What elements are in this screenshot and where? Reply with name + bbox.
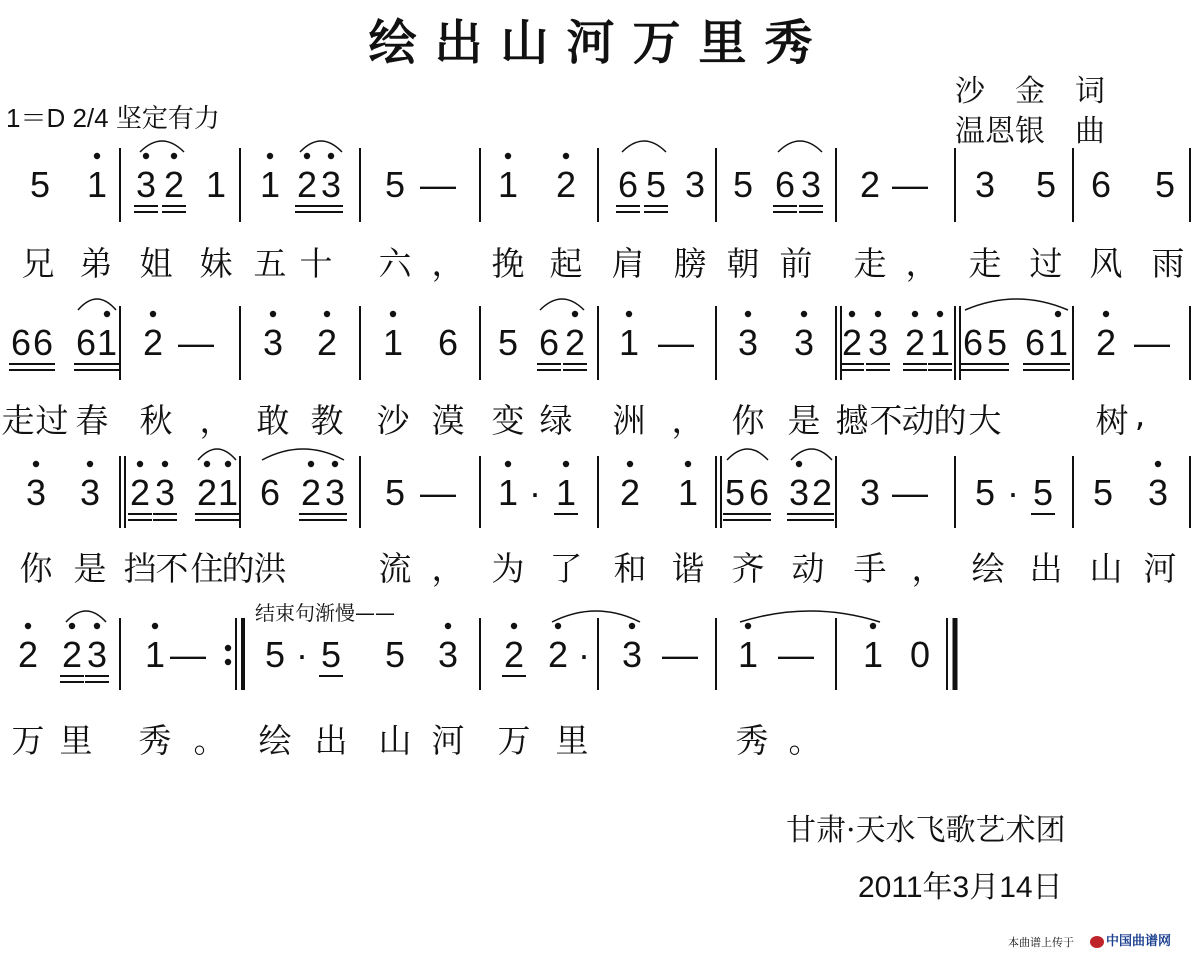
lyric-char: 撼 (835, 401, 869, 440)
octave-dot (912, 311, 918, 317)
octave-dot (25, 623, 31, 629)
note: 2 (300, 472, 322, 513)
lyric-char: 六 (378, 244, 412, 283)
note: 5 (1092, 472, 1114, 513)
lyric-char: 河 (431, 721, 465, 760)
note: 6 (32, 322, 54, 363)
note: — (892, 472, 928, 513)
tie-arc (740, 611, 880, 622)
lyric-char: 风 (1089, 244, 1123, 283)
note: 2 (564, 322, 586, 363)
lyric-char: 手 (853, 549, 887, 588)
note: 2 (163, 164, 185, 205)
note: 2 (129, 472, 151, 513)
lyric-char: 里 (59, 721, 93, 760)
octave-dot (745, 623, 751, 629)
note: 2 (17, 634, 39, 675)
lyric-char: 的 (933, 401, 967, 440)
octave-dot (511, 623, 517, 629)
tie-arc (300, 141, 342, 152)
note: 5 (1032, 472, 1054, 513)
note: 3 (79, 472, 101, 513)
note: 1 (677, 472, 699, 513)
note: 6 (1090, 164, 1112, 205)
note: 3 (25, 472, 47, 513)
note: 2 (811, 472, 833, 513)
note: 6 (10, 322, 32, 363)
lyric-char: 十 (299, 244, 333, 283)
note: 5 (732, 164, 754, 205)
tie-arc (78, 299, 116, 310)
octave-dot (1103, 311, 1109, 317)
note: 5 (497, 322, 519, 363)
lyric-char: 是 (787, 401, 821, 440)
lyric-char: 不 (869, 401, 903, 440)
octave-dot (137, 461, 143, 467)
lyric-char: 沙 (376, 401, 410, 440)
note: 1 (144, 634, 166, 675)
octave-dot (171, 153, 177, 159)
lyric-char: 肩 (611, 244, 645, 283)
note: 5 (29, 164, 51, 205)
note: 5 (986, 322, 1008, 363)
lyric-char: 出 (1029, 549, 1063, 588)
note: 3 (788, 472, 810, 513)
note: 2 (859, 164, 881, 205)
note: 2 (316, 322, 338, 363)
octave-dot (572, 311, 578, 317)
tie-arc (140, 141, 184, 152)
lyric-char: 和 (613, 549, 647, 588)
note: 1 (86, 164, 108, 205)
lyric-char: 雨 (1151, 244, 1185, 283)
note: 5 (384, 472, 406, 513)
lyric-char: 住 (190, 549, 224, 588)
lyric-char: , (1134, 395, 1146, 434)
note: 2 (296, 164, 318, 205)
note: 6 (437, 322, 459, 363)
lyric-char: 万 (497, 721, 531, 760)
note: 3 (320, 164, 342, 205)
lyric-char: 起 (549, 244, 583, 283)
lyric-char: 绿 (539, 401, 573, 440)
note: 5 (974, 472, 996, 513)
repeat-dot (225, 659, 231, 665)
octave-dot (555, 623, 561, 629)
lyric-char: 变 (491, 401, 525, 440)
lyric-char: 山 (378, 721, 412, 760)
note: 2 (61, 634, 83, 675)
lyric-char: 弟 (79, 244, 113, 283)
tie-arc (727, 449, 768, 460)
octave-dot (505, 153, 511, 159)
lyric-char: 动 (901, 401, 935, 440)
octave-dot (270, 311, 276, 317)
note: 6 (748, 472, 770, 513)
note: — (892, 164, 928, 205)
lyric-char: 你 (19, 549, 53, 588)
lyric-char: 秋 (139, 401, 173, 440)
octave-dot (849, 311, 855, 317)
lyric-char: 春 (75, 401, 109, 440)
octave-dot (870, 623, 876, 629)
lyric-char: 里 (555, 721, 589, 760)
note: 1 (217, 472, 239, 513)
composer-credit: 温恩银 曲 (955, 114, 1105, 149)
octave-dot (143, 153, 149, 159)
octave-dot (204, 461, 210, 467)
lyric-char: 大 (968, 401, 1002, 440)
octave-dot (332, 461, 338, 467)
tie-arc (552, 611, 640, 622)
lyric-char: 万 (11, 721, 45, 760)
note: 5 (724, 472, 746, 513)
note: 6 (538, 322, 560, 363)
note: · (578, 634, 590, 675)
note: 1 (862, 634, 884, 675)
note: 5 (384, 164, 406, 205)
note: 2 (547, 634, 569, 675)
lyric-char: 的 (221, 549, 255, 588)
lyric-char: ， (905, 244, 939, 283)
lyric-char: 河 (1143, 549, 1177, 588)
lyric-char: 绘 (258, 721, 292, 760)
octave-dot (152, 623, 158, 629)
octave-dot (225, 461, 231, 467)
lyric-char: 秀 (138, 721, 172, 760)
octave-dot (162, 461, 168, 467)
lyric-char: 漠 (431, 401, 465, 440)
note: 5 (645, 164, 667, 205)
lyric-char: ， (671, 401, 705, 440)
octave-dot (324, 311, 330, 317)
note: 3 (737, 322, 759, 363)
tie-arc (791, 449, 832, 460)
repeat-dot (225, 645, 231, 651)
octave-dot (801, 311, 807, 317)
note: 1 (96, 322, 118, 363)
lyric-char: 出 (314, 721, 348, 760)
lyric-char: ， (431, 244, 465, 283)
note: 3 (437, 634, 459, 675)
note: 2 (142, 322, 164, 363)
lyric-char: 洪 (253, 549, 287, 588)
note: — (662, 634, 698, 675)
octave-dot (685, 461, 691, 467)
lyric-char: 膀 (673, 244, 707, 283)
note: 5 (1154, 164, 1176, 205)
note: 3 (859, 472, 881, 513)
note: 2 (619, 472, 641, 513)
note: 1 (497, 472, 519, 513)
octave-dot (626, 311, 632, 317)
lyric-char: 山 (1089, 549, 1123, 588)
octave-dot (1055, 311, 1061, 317)
note: 2 (555, 164, 577, 205)
watermark-text: 本曲谱上传于 (1008, 936, 1074, 949)
note: 2 (196, 472, 218, 513)
lyric-char: 齐 (731, 549, 765, 588)
note: 2 (503, 634, 525, 675)
note: 5 (1035, 164, 1057, 205)
lyric-char: 走 (853, 244, 887, 283)
note: 3 (154, 472, 176, 513)
key-signature: 1＝D 2/4 坚定有力 (6, 103, 220, 133)
note: — (1134, 322, 1170, 363)
lyric-char: 为 (491, 549, 525, 588)
note: — (420, 164, 456, 205)
note: 0 (909, 634, 931, 675)
note: 3 (324, 472, 346, 513)
note: 1 (259, 164, 281, 205)
octave-dot (328, 153, 334, 159)
octave-dot (627, 461, 633, 467)
lyric-char: 妹 (199, 244, 233, 283)
octave-dot (1155, 461, 1161, 467)
note: 1 (929, 322, 951, 363)
note: 6 (75, 322, 97, 363)
note: · (529, 472, 541, 513)
octave-dot (304, 153, 310, 159)
footer-org: 甘肃·天水飞歌艺术团 (786, 813, 1066, 848)
note: 1 (555, 472, 577, 513)
note: 3 (1147, 472, 1169, 513)
lyric-char: 挽 (491, 244, 525, 283)
lyric-char: 绘 (971, 549, 1005, 588)
tie-arc (965, 299, 1068, 310)
lyric-char: 你 (731, 401, 765, 440)
lyricist-credit: 沙 金 词 (955, 74, 1105, 109)
page-title: 绘出山河万里秀 (368, 15, 831, 71)
lyric-char: 教 (310, 401, 344, 440)
lyric-char: 。 (193, 721, 227, 760)
note: · (1007, 472, 1019, 513)
octave-dot (563, 153, 569, 159)
octave-dot (87, 461, 93, 467)
tie-arc (622, 141, 666, 152)
footer-date: 2011年3月14日 (858, 871, 1063, 904)
lyric-char: 前 (779, 244, 813, 283)
octave-dot (33, 461, 39, 467)
lyric-char: 了 (549, 549, 583, 588)
note: 2 (841, 322, 863, 363)
lyric-char: 动 (791, 549, 825, 588)
lyric-char: 谐 (671, 549, 705, 588)
tie-arc (66, 611, 106, 622)
note: 1 (618, 322, 640, 363)
note: — (778, 634, 814, 675)
lyric-char: 走 (968, 244, 1002, 283)
lyric-char: 过 (35, 401, 69, 440)
lyric-char: 姐 (139, 244, 173, 283)
octave-dot (267, 153, 273, 159)
octave-dot (875, 311, 881, 317)
note: 2 (904, 322, 926, 363)
octave-dot (308, 461, 314, 467)
octave-dot (150, 311, 156, 317)
note: 6 (617, 164, 639, 205)
octave-dot (505, 461, 511, 467)
lyric-char: 秀 (735, 721, 769, 760)
lyric-char: 五 (253, 244, 287, 283)
note: 6 (774, 164, 796, 205)
note: 3 (793, 322, 815, 363)
note: 2 (1095, 322, 1117, 363)
note: 3 (800, 164, 822, 205)
tie-arc (198, 449, 236, 460)
octave-dot (104, 311, 110, 317)
note: · (296, 634, 308, 675)
note: 5 (320, 634, 342, 675)
octave-dot (69, 623, 75, 629)
lyric-char: 洲 (612, 401, 646, 440)
tie-arc (778, 141, 822, 152)
note: 3 (974, 164, 996, 205)
note: 1 (205, 164, 227, 205)
note: 3 (86, 634, 108, 675)
note: 3 (135, 164, 157, 205)
octave-dot (94, 153, 100, 159)
note: — (178, 322, 214, 363)
octave-dot (563, 461, 569, 467)
note: 6 (962, 322, 984, 363)
octave-dot (629, 623, 635, 629)
lyric-char: 挡 (123, 549, 157, 588)
lyric-char: ， (911, 549, 945, 588)
note: 5 (264, 634, 286, 675)
logo-text: 中国曲谱网 (1106, 934, 1172, 949)
lyric-char: 是 (73, 549, 107, 588)
note: — (420, 472, 456, 513)
octave-dot (94, 623, 100, 629)
tie-arc (262, 449, 344, 460)
lyric-char: 。 (788, 721, 822, 760)
lyric-char: ， (199, 401, 233, 440)
note: 6 (259, 472, 281, 513)
note: 3 (867, 322, 889, 363)
ending-annotation: 结束句渐慢—— (255, 601, 395, 625)
octave-dot (937, 311, 943, 317)
lyric-char: ， (431, 549, 465, 588)
lyric-char: 流 (378, 549, 412, 588)
note: 3 (684, 164, 706, 205)
lyric-char: 过 (1029, 244, 1063, 283)
note: 1 (737, 634, 759, 675)
note: 1 (1047, 322, 1069, 363)
lyric-char: 不 (155, 549, 189, 588)
octave-dot (745, 311, 751, 317)
lyric-char: 兄 (21, 244, 55, 283)
note: 3 (621, 634, 643, 675)
lyric-char: 敢 (256, 401, 290, 440)
octave-dot (796, 461, 802, 467)
lyric-char: 树 (1095, 401, 1129, 440)
note: — (658, 322, 694, 363)
note: 1 (497, 164, 519, 205)
note: 6 (1024, 322, 1046, 363)
note: 3 (262, 322, 284, 363)
lyric-char: 朝 (726, 244, 760, 283)
lyric-char: 走 (1, 401, 35, 440)
octave-dot (390, 311, 396, 317)
tie-arc (540, 299, 584, 310)
note: 1 (382, 322, 404, 363)
note: 5 (384, 634, 406, 675)
note: — (170, 634, 206, 675)
octave-dot (445, 623, 451, 629)
